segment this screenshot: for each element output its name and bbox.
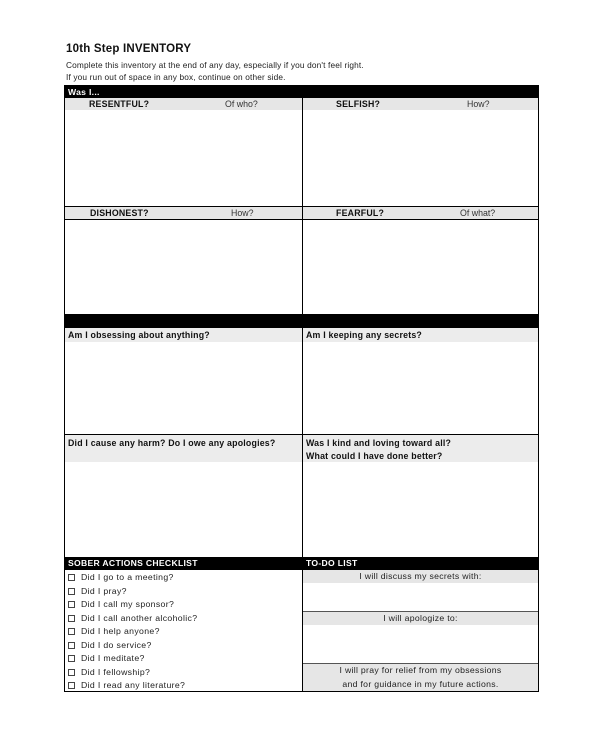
resentful-header (65, 98, 302, 110)
checkbox[interactable] (68, 574, 75, 581)
checkbox[interactable] (68, 601, 75, 608)
todo-pray-label (303, 664, 538, 691)
dishonest-question: How? (231, 208, 254, 218)
checklist-item[interactable]: Did I do service? (68, 639, 298, 653)
checklist-item[interactable]: Did I help anyone? (68, 625, 298, 639)
todo-pray-line2: and for guidance in my future actions. (342, 678, 499, 689)
instruction-line: If you run out of space in any box, continue on other side. (66, 72, 286, 82)
checkbox[interactable] (68, 628, 75, 635)
was-i-bar: Was I... (65, 86, 538, 98)
todo-apologize-label: I will apologize to: (303, 612, 538, 625)
checkbox[interactable] (68, 655, 75, 662)
checklist-item[interactable]: Did I call my sponsor? (68, 598, 298, 612)
checkbox[interactable] (68, 642, 75, 649)
column-divider (302, 98, 303, 314)
checklist-item[interactable]: Did I fellowship? (68, 666, 298, 680)
dishonest-label: DISHONEST? (90, 208, 149, 218)
checkbox[interactable] (68, 682, 75, 689)
checkbox[interactable] (68, 615, 75, 622)
instruction-line: Complete this inventory at the end of any day, especially if you don't feel right. (66, 60, 364, 70)
todo-title: TO-DO LIST (303, 557, 538, 570)
sober-actions-checklist (68, 571, 298, 693)
resentful-label: RESENTFUL? (89, 99, 150, 109)
selfish-header (303, 98, 538, 110)
checklist-item[interactable]: Did I pray? (68, 585, 298, 599)
checklist-item[interactable]: Did I meditate? (68, 652, 298, 666)
checkbox[interactable] (68, 588, 75, 595)
sober-actions-title: SOBER ACTIONS CHECKLIST (65, 557, 302, 570)
section-separator (65, 314, 538, 328)
resentful-question: Of who? (225, 99, 258, 109)
fearful-label: FEARFUL? (336, 208, 385, 218)
secrets-question: Am I keeping any secrets? (303, 328, 538, 342)
column-divider (302, 328, 303, 557)
checkbox[interactable] (68, 669, 75, 676)
inventory-form (64, 85, 539, 692)
checklist-item[interactable]: Did I read any literature? (68, 679, 298, 693)
fearful-question: Of what? (460, 208, 496, 218)
harm-question: Did I cause any harm? Do I owe any apologies? (65, 435, 302, 462)
todo-secrets-label: I will discuss my secrets with: (303, 570, 538, 583)
fearful-header (303, 207, 538, 219)
selfish-label: SELFISH? (336, 99, 381, 109)
checklist-item[interactable]: Did I go to a meeting? (68, 571, 298, 585)
obsessing-question: Am I obsessing about anything? (65, 328, 302, 342)
kindness-question-line2: What could I have done better? (306, 450, 443, 461)
todo-pray-line1: I will pray for relief from my obsessions (339, 665, 502, 675)
dishonest-header (65, 207, 302, 219)
selfish-question: How? (467, 99, 490, 109)
page-title: 10th Step INVENTORY (66, 43, 192, 55)
kindness-question (303, 435, 538, 462)
checklist-item[interactable]: Did I call another alcoholic? (68, 612, 298, 626)
kindness-question-line1: Was I kind and loving toward all? (306, 438, 452, 448)
